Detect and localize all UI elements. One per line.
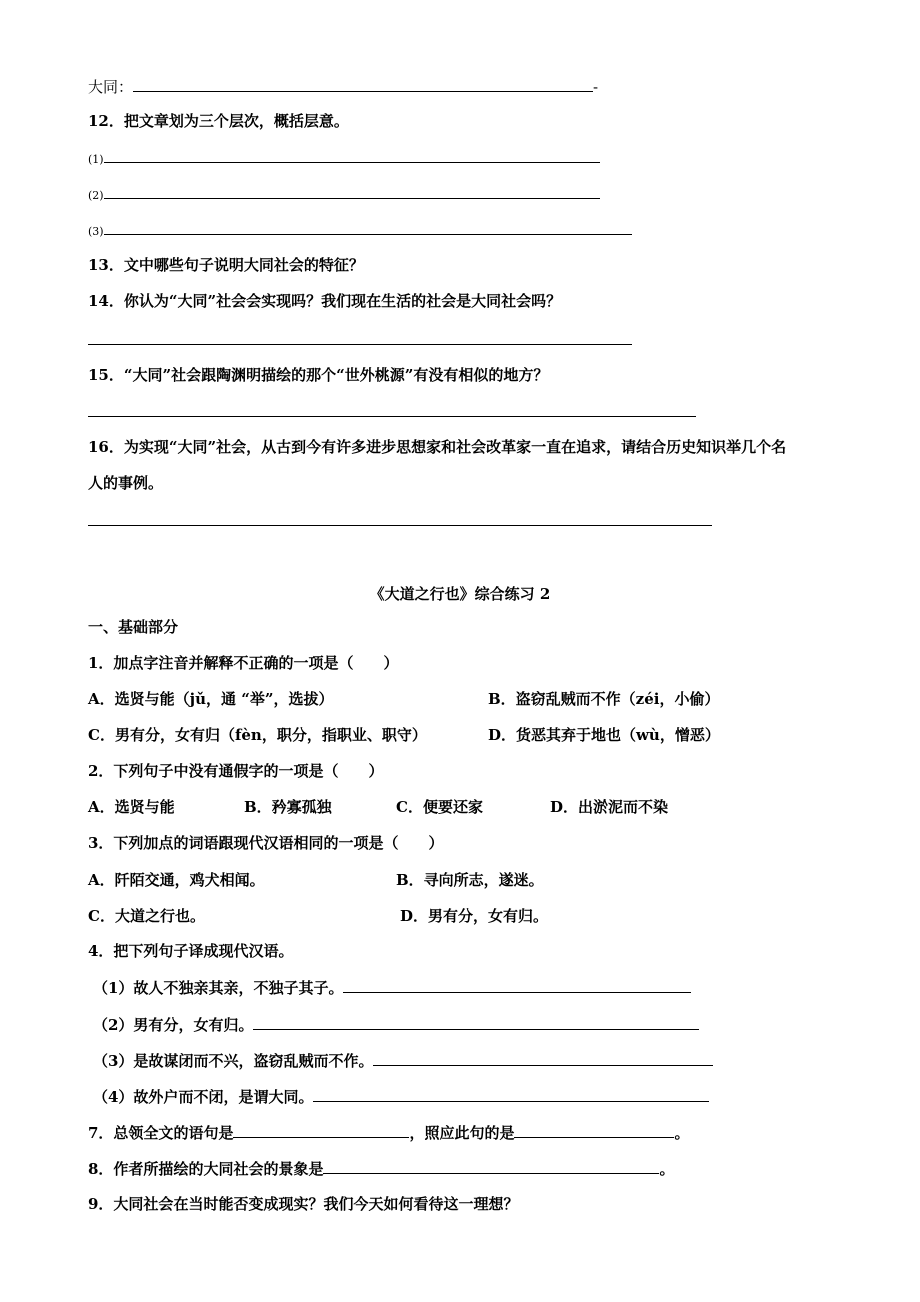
q7-text-b: ，照应此句的是 (409, 1124, 515, 1142)
question-2: 2．下列句子中没有通假字的一项是（ ） (88, 762, 384, 780)
q12-item-3-label: (3) (88, 225, 104, 238)
question-13: 13．文中哪些句子说明大同社会的特征？ (88, 256, 364, 274)
q4-item-3-text: （3）是故谋闭而不兴，盗窃乱贼而不作。 (93, 1052, 374, 1070)
exercise-title: 《大道之行也》综合练习 2 (369, 585, 551, 603)
q12-item-3 (88, 220, 632, 241)
question-14: 14．你认为“大同”社会会实现吗？我们现在生活的社会是大同社会吗？ (88, 292, 562, 310)
q2-option-a[interactable]: A．选贤与能 (88, 798, 175, 816)
question-9: 9．大同社会在当时能否变成现实？我们今天如何看待这一理想？ (88, 1195, 519, 1213)
question-4: 4．把下列句子译成现代汉语。 (88, 942, 294, 960)
q1-option-c[interactable]: C．男有分，女有归（fèn，职分，指职业、职守） (88, 726, 427, 744)
q12-item-2-blank[interactable] (104, 184, 600, 199)
q1-option-a[interactable]: A．选贤与能（jǔ，通 “举”，选拔） (88, 690, 334, 708)
q16-answer-line[interactable] (88, 525, 712, 526)
question-15: 15．“大同”社会跟陶渊明描绘的那个“世外桃源”有没有相似的地方？ (88, 366, 549, 384)
q3-option-b[interactable]: B．寻向所志，遂迷。 (396, 871, 544, 889)
q4-item-4-blank[interactable] (313, 1087, 709, 1102)
q8-end: 。 (659, 1160, 675, 1178)
q12-item-1 (88, 148, 600, 169)
q12-item-2-label: (2) (88, 189, 104, 202)
q7-blank-2[interactable] (514, 1123, 674, 1138)
q8-blank[interactable] (323, 1159, 659, 1174)
datong-line (88, 77, 598, 96)
q12-item-1-label: (1) (88, 153, 104, 166)
q2-option-d[interactable]: D．出淤泥而不染 (550, 798, 669, 816)
q4-item-3 (93, 1051, 713, 1070)
question-3: 3．下列加点的词语跟现代汉语相同的一项是（ ） (88, 834, 444, 852)
q4-item-1 (93, 978, 691, 997)
q3-option-d[interactable]: D．男有分，女有归。 (400, 907, 549, 925)
question-1: 1．加点字注音并解释不正确的一项是（ ） (88, 654, 399, 672)
q4-item-2-blank[interactable] (253, 1015, 699, 1030)
q3-option-a[interactable]: A．阡陌交通，鸡犬相闻。 (88, 871, 265, 889)
q3-option-c[interactable]: C．大道之行也。 (88, 907, 205, 925)
q4-item-2 (93, 1015, 699, 1034)
q12-item-2 (88, 184, 600, 205)
datong-label: 大同： (88, 78, 134, 96)
q12-item-1-blank[interactable] (104, 148, 600, 163)
q1-option-b[interactable]: B．盗窃乱贼而不作（zéi，小偷） (488, 690, 720, 708)
q4-item-2-text: （2）男有分，女有归。 (93, 1016, 254, 1034)
q14-answer-line[interactable] (88, 344, 632, 345)
q7-end: 。 (674, 1124, 690, 1142)
q15-answer-line[interactable] (88, 416, 696, 417)
q1-option-d[interactable]: D．货恶其弃于地也（wù，憎恶） (488, 726, 720, 744)
datong-trail: - (593, 78, 599, 96)
q4-item-1-text: （1）故人不独亲其亲，不独子其子。 (93, 979, 344, 997)
q4-item-3-blank[interactable] (373, 1051, 713, 1066)
question-7 (88, 1123, 689, 1142)
datong-answer-blank[interactable] (133, 77, 593, 92)
q4-item-4-text: （4）故外户而不闭，是谓大同。 (93, 1088, 314, 1106)
q12-item-3-blank[interactable] (104, 220, 632, 235)
q7-text-a: 7．总领全文的语句是 (88, 1124, 234, 1142)
q8-text: 8．作者所描绘的大同社会的景象是 (88, 1160, 324, 1178)
q4-item-4 (93, 1087, 709, 1106)
question-12: 12．把文章划为三个层次，概括层意。 (88, 112, 349, 130)
question-8 (88, 1159, 674, 1178)
q7-blank-1[interactable] (233, 1123, 409, 1138)
q2-option-b[interactable]: B．矜寡孤独 (244, 798, 332, 816)
question-16-line-1: 16．为实现“大同”社会，从古到今有许多进步思想家和社会改革家一直在追求，请结合历史知识举几个名 (88, 438, 787, 456)
section-heading: 一、基础部分 (88, 618, 179, 636)
q4-item-1-blank[interactable] (343, 978, 691, 993)
question-16-line-2: 人的事例。 (88, 474, 164, 492)
q2-option-c[interactable]: C．便要还家 (396, 798, 483, 816)
